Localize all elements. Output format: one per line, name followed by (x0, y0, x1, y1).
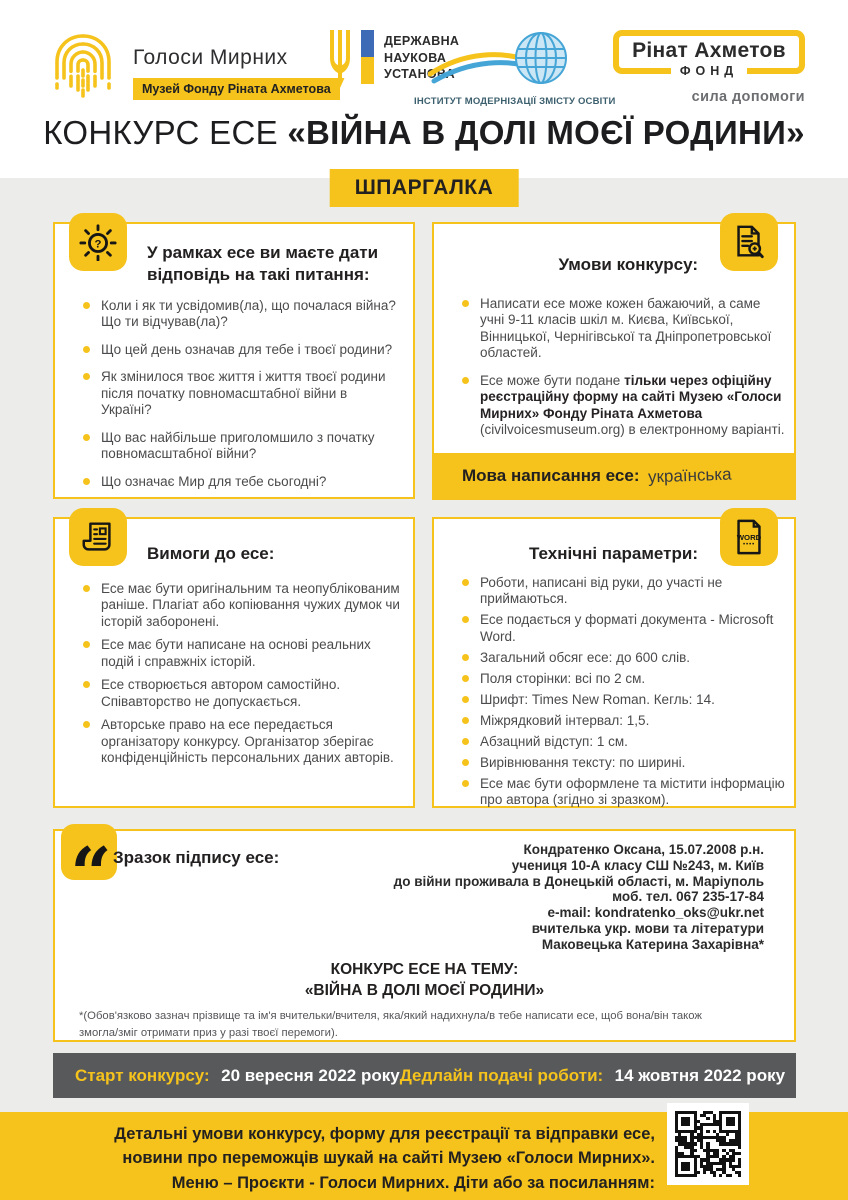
list-item: Роботи, написані від руки, до участі не приймаються. (460, 575, 788, 608)
list-item: Що означає Мир для тебе сьогодні? (81, 474, 401, 490)
theme-line-2: «ВІЙНА В ДОЛІ МОЄЇ РОДИНИ» (304, 982, 545, 999)
start-value: 20 вересня 2022 року (221, 1065, 400, 1085)
list-item: Що вас найбільше приголомшило з початку повномасштабної війни? (81, 430, 401, 463)
requirements-list (81, 581, 403, 774)
text-line: НАУКОВА (384, 50, 447, 65)
text-line: учениця 10-А класу СШ №243, м. Київ (511, 857, 764, 873)
list-item: Есе має бути оформлене та містити інформацію про автора (згідно зі зразком). (460, 776, 788, 809)
document-search-icon (720, 213, 778, 271)
list-item: Написати есе може кожен бажаючий, а саме учні 9-11 класів шкіл м. Києва, Київської, Вінницької, Чернігівської та Дніпропетровської областей. (460, 296, 786, 362)
idea-icon (69, 213, 127, 271)
card-conditions (432, 222, 796, 500)
footer-text (0, 1122, 655, 1195)
text-line: Кондратенко Оксана, 15.07.2008 р.н. (523, 842, 764, 857)
text-line: Детальні умови конкурсу, форму для реєстрації та відправки есе, (114, 1125, 655, 1143)
list-item: Есе має бути оригінальним та неопублікованим раніше. Плагіат або копіювання чужих думок чи історій заборонені. (81, 581, 403, 630)
contest-start (75, 1066, 400, 1086)
list-item: Есе створюється автором самостійно. Співавторство не допускається. (81, 677, 403, 710)
akhmetov-foundation-logo (613, 30, 805, 105)
theme-line-1: КОНКУРС ЕСЕ НА ТЕМУ: (330, 961, 519, 978)
card-questions (53, 222, 415, 499)
text-line: УСТАНОВА (384, 67, 455, 81)
conditions-list (460, 296, 786, 450)
text-line: новини про переможців шукай на сайті Музею «Голоси Мирних». (122, 1149, 655, 1168)
list-item: Шрифт: Times New Roman. Кегль: 14. (460, 692, 788, 708)
list-item: Есе подається у форматі документа - Microsoft Word. (460, 612, 788, 645)
fund-sub: ФОНД (613, 62, 805, 80)
flag-bar (361, 30, 374, 84)
quote-icon: “ (61, 824, 117, 880)
fund-tagline: сила допомоги (691, 89, 805, 105)
word-document-icon (720, 508, 778, 566)
list-item: Есе має бути написане на основі реальних подій і справжніх історій. (81, 637, 403, 670)
list-item: Що цей день означав для тебе і твоєї родини? (81, 342, 401, 358)
fund-name-box: Рінат Ахметов (613, 30, 805, 74)
start-label: Старт конкурсу: (75, 1065, 210, 1085)
voices-of-peaceful-logo (45, 26, 331, 111)
list-item: Авторське право на есе передається організатору конкурсу. Організатор зберігає конфіденційність персональних даних авторів. (81, 717, 403, 766)
text-line: до війни проживала в Донецькій області, м. Маріуполь (393, 873, 764, 889)
voices-logo-badge: Музей Фонду Ріната Ахметова (133, 78, 340, 100)
list-item: Коли і як ти усвідомив(ла), що почалася війна? Що ти відчував(ла)? (81, 298, 401, 331)
svg-text:?: ? (94, 238, 102, 251)
card-conditions-title: Умови конкурсу: (558, 255, 698, 274)
card-technical-title: Технічні параметри: (529, 544, 698, 563)
trident-icon (328, 30, 352, 88)
globe-icon (428, 28, 578, 92)
footnote: *(Обов'язково зазнач прізвище та ім'я вчительки/вчителя, яка/який надихнула/в тебе написати есе, щоб вона/він також змогла/зміг отримати приз у разі твоєї перемоги). (79, 1010, 702, 1039)
language-bar (434, 453, 794, 498)
signature-sample (394, 842, 764, 952)
contest-deadline (400, 1066, 785, 1086)
card-requirements-title: Вимоги до есе: (147, 544, 275, 563)
title-prefix: КОНКУРС ЕСЕ (43, 114, 288, 151)
imzo-caption: ІНСТИТУТ МОДЕРНІЗАЦІЇ ЗМІСТУ ОСВІТИ (414, 96, 616, 107)
list-item: Есе може бути подане тільки через офіційну реєстраційну форму на сайті Музею «Голоси Мирних» Фонду Ріната Ахметова (civilvoicesmuseum.org) в електронному варіанті. (460, 373, 786, 439)
cheatsheet-ribbon: ШПАРГАЛКА (330, 169, 519, 207)
text-line: e-mail: kondratenko_oks@ukr.net (547, 905, 764, 921)
qr-code (667, 1103, 749, 1185)
text-line: моб. тел. 067 235-17-84 (612, 889, 764, 905)
footer (0, 1112, 848, 1200)
list-item: Міжрядковий інтервал: 1,5. (460, 713, 788, 729)
card-technical (432, 517, 796, 808)
deadline-label: Дедлайн подачі роботи: (399, 1065, 604, 1085)
fingerprint-icon (45, 26, 121, 106)
card-sample-signature (53, 829, 796, 1042)
timeline-bar (53, 1053, 796, 1098)
list-item: Абзацний відступ: 1 см. (460, 734, 788, 750)
technical-list (460, 575, 788, 813)
voices-logo-name: Голоси Мирних (133, 46, 288, 69)
card-sample-title: Зразок підпису есе: (113, 848, 280, 867)
text-line: Маковецька Катерина Захарівна* (541, 936, 764, 952)
language-value: українська (647, 464, 732, 486)
newspaper-icon (69, 508, 127, 566)
questions-list (81, 298, 401, 501)
list-item: Загальний обсяг есе: до 600 слів. (460, 650, 788, 666)
deadline-value: 14 жовтня 2022 року (614, 1065, 786, 1085)
list-item: Як змінилося твоє життя і життя твоєї родини після початку повномасштабної війни в Україні? (81, 369, 401, 418)
text-line: ДЕРЖАВНА (384, 34, 460, 48)
page-title (0, 114, 848, 152)
title-emphasis: «ВІЙНА В ДОЛІ МОЄЇ РОДИНИ» (287, 114, 805, 151)
text-line: вчителька укр. мови та літератури (531, 920, 764, 936)
list-item: Вирівнювання тексту: по ширині. (460, 755, 788, 771)
text-line: Меню – Проєкти - Голоси Мирних. Діти або за посиланням: (171, 1173, 655, 1192)
language-label: Мова написання есе: (462, 465, 640, 485)
card-requirements (53, 517, 415, 808)
list-item: Поля сторінки: всі по 2 см. (460, 671, 788, 687)
card-questions-title: У рамках есе ви маєте дати відповідь на такі питання: (147, 243, 379, 284)
svg-text:WORD: WORD (736, 532, 762, 542)
